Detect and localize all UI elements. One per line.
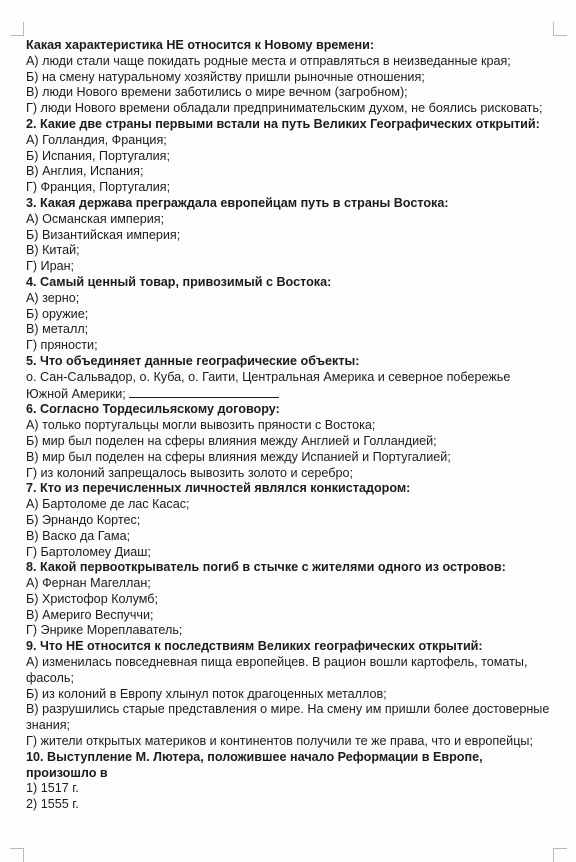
answer-option: А) Голландия, Франция;: [26, 132, 167, 147]
answer-option: Г) Франция, Португалия;: [26, 180, 171, 195]
question-2: [26, 117, 550, 196]
answer-option: В) Васко да Гама;: [26, 528, 131, 543]
answer-option: Б) Эрнандо Кортес;: [26, 512, 141, 527]
answer-option: А) только португальцы могли вывозить пряности с Востока;: [26, 418, 376, 433]
question-8: [26, 560, 550, 639]
answer-option: [26, 370, 550, 403]
question-5: [26, 354, 550, 402]
answer-option: 1) 1517 г.: [26, 781, 79, 796]
answer-option: В) Китай;: [26, 243, 80, 258]
answer-option: Б) на смену натуральному хозяйству пришли рыночные отношения;: [26, 69, 425, 84]
question-title: 3. Какая держава преграждала европейцам путь в страны Востока:: [26, 195, 449, 210]
question-title: 5. Что объединяет данные географические объекты:: [26, 353, 360, 368]
question-1: [26, 38, 550, 117]
answer-option: Г) из колоний запрещалось вывозить золото и серебро;: [26, 465, 353, 480]
answer-option: А) Фернан Магеллан;: [26, 576, 151, 591]
answer-option: Г) люди Нового времени обладали предпринимательским духом, не боялись рисковать;: [26, 101, 543, 116]
crop-mark-top-left: [10, 22, 24, 36]
question-title: 9. Что НЕ относится к последствиям Великих географических открытий:: [26, 639, 483, 654]
answer-option: Б) из колоний в Европу хлынул поток драгоценных металлов;: [26, 686, 387, 701]
question-6: [26, 402, 550, 481]
question-10: [26, 750, 550, 813]
answer-option: В) Америго Веспуччи;: [26, 607, 154, 622]
answer-option: А) изменилась повседневная пища европейцев. В рацион вошли картофель, томаты, фасоль;: [26, 655, 528, 685]
answer-option: В) мир был поделен на сферы влияния между Испанией и Португалией;: [26, 449, 451, 464]
question-title: 8. Какой первооткрыватель погиб в стычке с жителями одного из островов:: [26, 560, 506, 575]
quiz-content: [26, 38, 550, 813]
question-7: [26, 481, 550, 560]
crop-mark-bottom-right: [553, 848, 567, 862]
answer-option: Б) Испания, Португалия;: [26, 148, 170, 163]
answer-option: Г) Бартоломеу Диаш;: [26, 544, 151, 559]
answer-blank-line: [129, 386, 279, 398]
question-title: 10. Выступление М. Лютера, положившее начало Реформации в Европе, произошло в: [26, 749, 483, 780]
answer-option: Г) Энрике Мореплаватель;: [26, 623, 183, 638]
crop-mark-bottom-left: [10, 848, 24, 862]
answer-option: В) металл;: [26, 322, 89, 337]
answer-option: Б) Византийская империя;: [26, 227, 181, 242]
question-title: 2. Какие две страны первыми встали на путь Великих Географических открытий:: [26, 116, 540, 131]
answer-option: Б) оружие;: [26, 306, 89, 321]
question-title: Какая характеристика НЕ относится к Новому времени:: [26, 38, 375, 52]
answer-option: А) люди стали чаще покидать родные места и отправляться в неизведанные края;: [26, 53, 511, 68]
answer-option: А) Бартоломе де лас Касас;: [26, 497, 190, 512]
answer-option: Б) мир был поделен на сферы влияния между Англией и Голландией;: [26, 433, 437, 448]
answer-option: Г) пряности;: [26, 338, 98, 353]
question-3: [26, 196, 550, 275]
answer-option-text: о. Сан-Сальвадор, о. Куба, о. Гаити, Центральная Америка и северное побережье Южной Америки;: [26, 369, 511, 401]
answer-option: А) Османская империя;: [26, 211, 165, 226]
question-9: [26, 639, 550, 750]
answer-option: 2) 1555 г.: [26, 797, 79, 812]
answer-option: В) разрушились старые представления о мире. На смену им пришли более достоверные знания;: [26, 702, 550, 733]
question-title: 6. Согласно Тордесильяскому договору:: [26, 402, 280, 417]
answer-option: А) зерно;: [26, 290, 80, 305]
question-title: 7. Кто из перечисленных личностей являлся конкистадором:: [26, 481, 411, 496]
answer-option: Г) Иран;: [26, 259, 75, 274]
answer-option: В) Англия, Испания;: [26, 164, 144, 179]
answer-option: Б) Христофор Колумб;: [26, 591, 158, 606]
question-title: 4. Самый ценный товар, привозимый с Востока:: [26, 274, 332, 289]
crop-mark-top-right: [553, 22, 567, 36]
question-4: [26, 275, 550, 354]
answer-option: В) люди Нового времени заботились о мире вечном (загробном);: [26, 85, 408, 100]
answer-option: Г) жители открытых материков и континентов получили те же права, что и европейцы;: [26, 734, 533, 749]
